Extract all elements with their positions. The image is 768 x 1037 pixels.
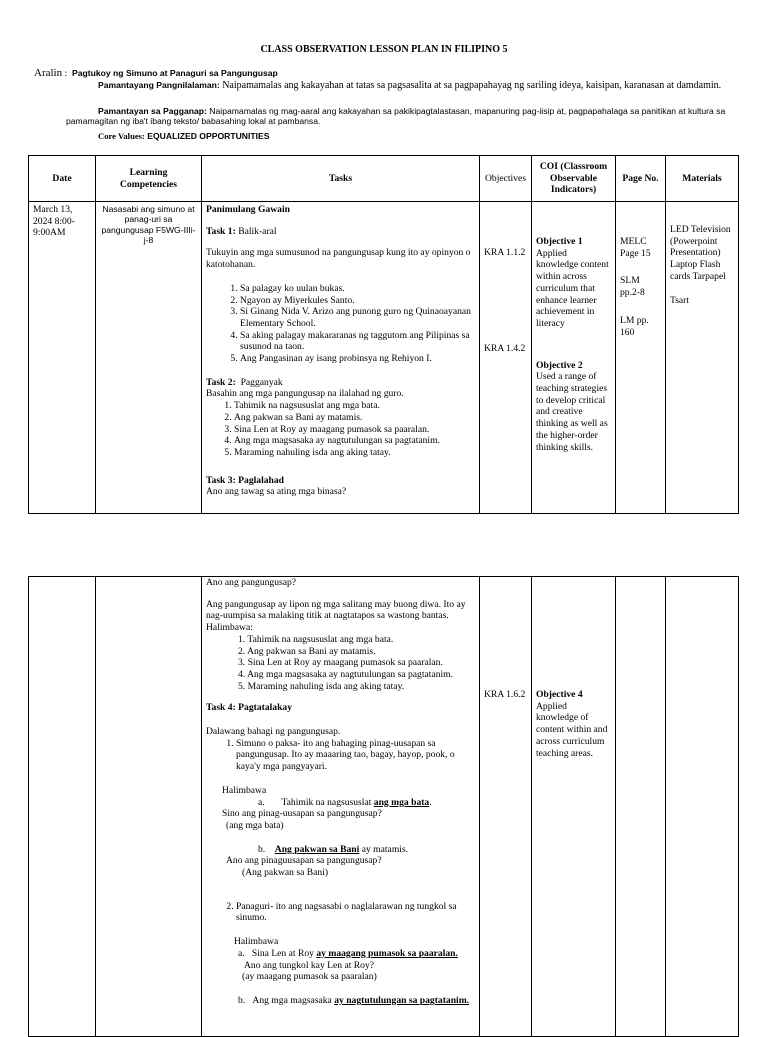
objectives-cell <box>480 202 532 514</box>
halimbawa-label-2: Halimbawa <box>222 784 267 796</box>
panimula-heading: Panimulang Gawain <box>206 204 290 215</box>
competency-text: Nasasabi ang simuno at panag-uri sa pangungusap F5WG-IIIi-j-8 <box>101 204 196 246</box>
core-values <box>98 131 768 141</box>
task2-heading: Task 2: Pagganyak <box>206 376 283 388</box>
table-header-row <box>29 156 739 202</box>
tasks-cell <box>202 577 480 1037</box>
lesson-plan-table-1 <box>28 155 739 514</box>
simuno-definition: 1. Simuno o paksa- ito ang bahaging pinag-uusapan sa pangungusap. Ito ay maaaring tao, bagay, hayop, pook, o kaya'y mga pangyayari. <box>236 738 475 773</box>
cv-label: Core Values: <box>98 131 145 141</box>
pp-label: Pamantayang Pangnilalaman: <box>98 80 220 90</box>
list-item: 3. Sina Len at Roy ay maagang pumasok sa paaralan. <box>238 657 443 669</box>
task2-instruction: Basahin ang mga pangungusap na ilalahad ng guro. <box>206 388 404 400</box>
objectives-cell <box>480 577 532 1037</box>
coi-cell <box>532 202 616 514</box>
date-cell <box>29 577 96 1037</box>
page-slm: SLM pp.2-8 <box>620 275 645 299</box>
list-item: 1. Tahimik na nagsususlat ang mga bata. <box>234 400 475 412</box>
task3-question: Ano ang tawag sa ating mga binasa? <box>206 486 347 498</box>
list-item: 5. Ang Pangasinan ay isang probinsya ng Rehiyon I. <box>240 353 475 365</box>
halimbawa-label: Halimbawa: <box>206 622 253 634</box>
cv-value: EQUALIZED OPPORTUNITIES <box>147 131 270 141</box>
list-item: 2. Ang pakwan sa Bani ay matamis. <box>234 412 475 424</box>
page-no-cell <box>616 202 666 514</box>
example-a-question: Sino ang pinag-uusapan sa pangungusap? <box>222 808 382 820</box>
halimbawa-label-3: Halimbawa <box>234 936 279 948</box>
list-item: 2. Ang pakwan sa Bani ay matamis. <box>238 645 376 657</box>
example-c-answer: (ay maagang pumasok sa paaralan) <box>242 971 377 983</box>
list-item: 1. Sa palagay ko uulan bukas. <box>240 283 475 295</box>
task1-list <box>206 283 475 365</box>
page-no-cell <box>616 577 666 1037</box>
ps-value: Naipamamalas ng mag-aaral ang kakayahan sa pakikipagtalastasan, mapanuring pag-iisip at, pagpapahalaga sa panitikan at kultura sa pamamagitan ng iba't ibang teksto/ babasahing lokal at pambansa. <box>66 106 726 127</box>
competency-cell <box>96 577 202 1037</box>
objective-2-text: Used a range of teaching strategies to develop critical and creative thinking as well as the higher-order thinking skills. <box>536 371 608 453</box>
col-objectives: Objectives <box>480 156 532 202</box>
objective-1-text: Applied knowledge content within across curriculum that enhance learner achievement in literacy <box>536 247 609 329</box>
simuno-list <box>206 738 475 773</box>
list-item: 3. Sina Len at Roy ay maagang pumasok sa paaralan. <box>234 424 475 436</box>
col-tasks: Tasks <box>202 156 480 202</box>
lesson-plan-table-2 <box>28 576 739 1037</box>
kra-2: KRA 1.4.2 <box>484 342 526 354</box>
objective-1-title: Objective 1 <box>536 236 583 247</box>
task2-list <box>206 400 475 459</box>
col-date: Date <box>29 156 96 202</box>
materials-cell <box>666 202 739 514</box>
date-cell <box>29 202 96 514</box>
aralin-line: Aralin : Pagtukoy ng Simuno at Panaguri sa Pangungusap <box>34 67 278 79</box>
materials-list: LED Television (Powerpoint Presentation) Laptop Flash cards Tarpapel <box>670 224 731 282</box>
kra-1: KRA 1.1.2 <box>484 247 526 258</box>
example-a-answer: (ang mga bata) <box>226 819 284 831</box>
col-materials: Materials <box>666 156 739 202</box>
list-item: 4. Ang mga magsasaka ay nagtutulungan sa pagtatanim. <box>234 435 475 447</box>
aralin-value: Pagtukoy ng Simuno at Panaguri sa Pangungusap <box>71 68 278 78</box>
competency-cell <box>96 202 202 514</box>
page-melc: MELC Page 15 <box>620 236 651 259</box>
col-learning-competencies: Learning Competencies <box>96 156 202 202</box>
list-item: 1. Tahimik na nagsususlat ang mga bata. <box>238 633 394 645</box>
tasks-cell <box>202 202 480 514</box>
task3-heading: Task 3: Paglalahad <box>206 474 285 486</box>
list-item: 3. Si Ginang Nida V. Arizo ang punong guro ng Quinaoayanan Elementary School. <box>240 306 475 329</box>
list-item: 5. Maraming nahuling isda ang aking tatay. <box>238 680 405 692</box>
examples-list <box>206 634 475 693</box>
col-coi: COI (Classroom Observable Indicators) <box>532 156 616 202</box>
objective-4-title: Objective 4 <box>536 689 583 700</box>
task1-heading: Task 1: Balik-aral <box>206 225 277 237</box>
page-lm: LM pp. 160 <box>620 314 649 338</box>
question-pangungusap: Ano ang pangungusap? <box>206 577 297 588</box>
table-row <box>29 577 739 1037</box>
example-c: a. Sina Len at Roy ay maagang pumasok sa paaralan. <box>238 947 458 959</box>
col-page-no: Page No. <box>616 156 666 202</box>
task4-heading: Task 4: Pagtatalakay <box>206 702 293 714</box>
panaguri-list <box>206 901 475 924</box>
coi-cell <box>532 577 616 1037</box>
document-title: CLASS OBSERVATION LESSON PLAN IN FILIPINO 5 <box>260 44 508 55</box>
list-item: 4. Ang mga magsasaka ay nagtutulungan sa pagtatanim. <box>238 668 454 680</box>
list-item: 2. Ngayon ay Miyerkules Santo. <box>240 295 475 307</box>
pamantayan-sa-pagganap <box>66 106 736 127</box>
task1-instruction: Tukuyin ang mga sumusunod na pangungusap kung ito ay opinyon o katotohanan. <box>206 247 471 271</box>
materials-tsart: Tsart <box>670 294 690 306</box>
bahagi-text: Dalawang bahagi ng pangungusap. <box>206 726 341 738</box>
objective-2-title: Objective 2 <box>536 359 583 371</box>
aralin-label: Aralin <box>34 67 63 79</box>
date-text: March 13, 2024 8:00-9:00AM <box>33 204 75 239</box>
ps-label: Pamantayan sa Pagganap: <box>98 106 207 116</box>
example-b: b. Ang pakwan sa Bani ay matamis. <box>258 843 409 855</box>
example-a: a. Tahimik na nagsususlat ang mga bata. <box>258 796 432 808</box>
panaguri-definition: 2. Panaguri- ito ang nagsasabi o naglalarawan ng tungkol sa sinumo. <box>236 901 475 924</box>
objective-4-text: Applied knowledge of content within and across curriculum teaching areas. <box>536 700 608 759</box>
example-b-answer: (Ang pakwan sa Bani) <box>242 867 329 879</box>
list-item: 5. Maraming nahuling isda ang aking tatay. <box>234 447 475 459</box>
list-item: 4. Sa aking palagay makararanas ng taggutom ang Pilipinas sa susunod na taon. <box>240 330 475 353</box>
pp-value: Naipamamalas ang kakayahan at tatas sa pagsasalita at sa pagpapahayag ng sariling ideya, kaisipan, karanasan at damdamin. <box>222 80 722 91</box>
kra-3: KRA 1.6.2 <box>484 689 526 700</box>
example-d: b. Ang mga magsasaka ay nagtutulungan sa pagtatanim. <box>238 994 470 1006</box>
table-row <box>29 202 739 514</box>
materials-cell <box>666 577 739 1037</box>
pamantayang-pangnilalaman <box>66 80 736 92</box>
pangungusap-definition: Ang pangungusap ay lipon ng mga salitang may buong diwa. Ito ay nag-uumpisa sa malaking titik at nagtatapos sa wastong bantas. <box>206 598 466 622</box>
example-c-question: Ano ang tungkol kay Len at Roy? <box>244 959 375 971</box>
example-b-question: Ano ang pinaguusapan sa pangungusap? <box>226 855 382 867</box>
